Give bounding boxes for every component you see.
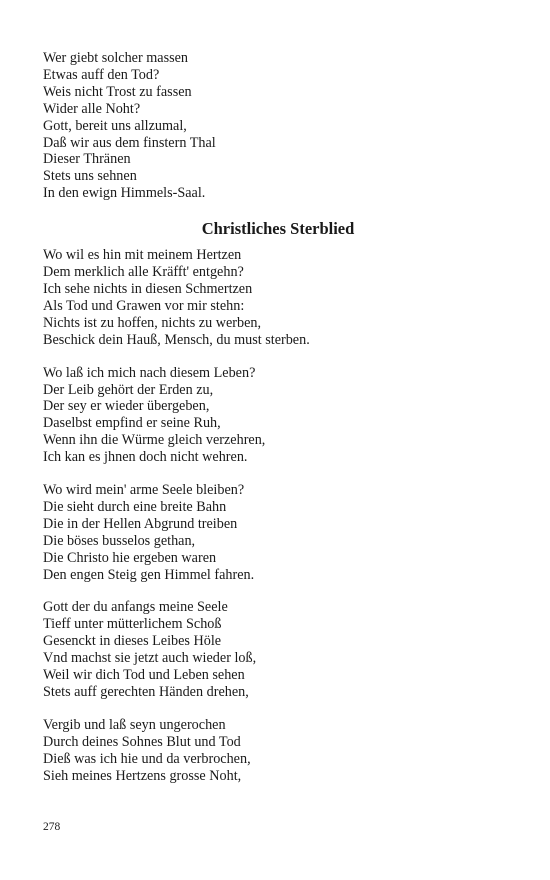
poem-line: Der sey er wieder übergeben, bbox=[43, 398, 210, 415]
poem-line: Ich kan es jhnen doch nicht wehren. bbox=[43, 449, 248, 466]
poem-line: Stets auff gerechten Händen drehen, bbox=[43, 684, 249, 700]
previous-poem-ending bbox=[43, 50, 513, 202]
poem-line: Die sieht durch eine breite Bahn bbox=[43, 498, 227, 515]
stanza-gap bbox=[43, 349, 513, 365]
poem-line: Sieh meines Hertzens grosse Noht, bbox=[43, 767, 242, 784]
poem-line: Wer giebt solcher massen bbox=[43, 50, 189, 66]
stanza-2 bbox=[43, 365, 513, 466]
poem-line: Beschick dein Hauß, Mensch, du must sterben. bbox=[43, 331, 310, 348]
poem-line: Den engen Steig gen Himmel fahren. bbox=[43, 566, 255, 583]
poem-line: Dem merklich alle Kräfft' entgehn? bbox=[43, 264, 244, 281]
poem-line: Vnd machst sie jetzt auch wieder loß, bbox=[43, 650, 257, 667]
poem-line: Gott der du anfangs meine Seele bbox=[43, 599, 228, 616]
poem-line: Der Leib gehört der Erden zu, bbox=[43, 381, 214, 398]
poem-line: Dieser Thränen bbox=[43, 151, 131, 168]
poem-line: Wider alle Noht? bbox=[43, 100, 141, 117]
poem-line: Wo laß ich mich nach diesem Leben? bbox=[43, 364, 256, 381]
poem-line: Die in der Hellen Abgrund treiben bbox=[43, 515, 238, 532]
stanza-1 bbox=[43, 247, 513, 348]
stanza-gap bbox=[43, 466, 513, 482]
stanza-4 bbox=[43, 599, 513, 700]
poem-line: Etwas auff den Tod? bbox=[43, 66, 160, 83]
poem-line: Die böses busselos gethan, bbox=[43, 532, 196, 549]
poem-line: Wenn ihn die Würme gleich verzehren, bbox=[43, 432, 266, 449]
poem-line: In den ewign Himmels-Saal. bbox=[43, 185, 206, 202]
poem-line: Die Christo hie ergeben waren bbox=[43, 549, 217, 566]
poem-line: Wo wird mein' arme Seele bleiben? bbox=[43, 482, 245, 499]
poem-line: Nichts ist zu hoffen, nichts zu werben, bbox=[43, 314, 262, 331]
poem-line: Gott, bereit uns allzumal, bbox=[43, 117, 187, 134]
stanza-gap bbox=[43, 583, 513, 599]
poem-line: Stets uns sehnen bbox=[43, 168, 137, 185]
poem-line: Daß wir aus dem finstern Thal bbox=[43, 134, 216, 151]
poem-line: Als Tod und Grawen vor mir stehn: bbox=[43, 297, 245, 314]
poem-line: Ich sehe nichts in diesen Schmertzen bbox=[43, 280, 253, 297]
poem-line: Weil wir dich Tod und Leben sehen bbox=[43, 667, 245, 684]
stanza-5 bbox=[43, 717, 513, 785]
page-number: 278 bbox=[43, 821, 61, 833]
poem-title: Christliches Sterblied bbox=[201, 219, 355, 239]
stanza-3 bbox=[43, 482, 513, 583]
page-body bbox=[43, 50, 513, 785]
poem-line: Gesenckt in dieses Leibes Höle bbox=[43, 633, 222, 650]
poem-line: Durch deines Sohnes Blut und Tod bbox=[43, 733, 241, 750]
poem-line: Dieß was ich hie und da verbrochen, bbox=[43, 750, 251, 767]
poem-line: Daselbst empfind er seine Ruh, bbox=[43, 415, 221, 432]
stanza-gap bbox=[43, 701, 513, 717]
poem-line: Vergib und laß seyn ungerochen bbox=[43, 716, 226, 733]
poem-line: Tieff unter mütterlichem Schoß bbox=[43, 616, 222, 633]
poem-line: Wo wil es hin mit meinem Hertzen bbox=[43, 247, 242, 264]
poem-line: Weis nicht Trost zu fassen bbox=[43, 83, 192, 100]
